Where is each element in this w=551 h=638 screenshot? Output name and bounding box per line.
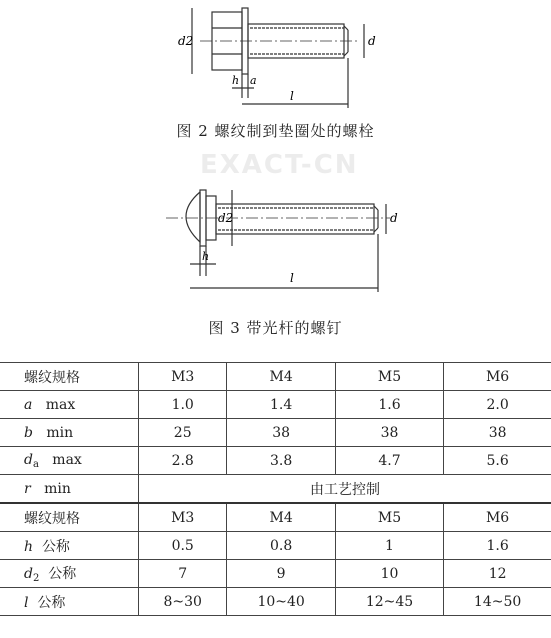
row-label: $d_2$ 公称	[0, 560, 139, 588]
table-cell: 1.0	[139, 391, 227, 419]
table-row	[0, 419, 551, 447]
watermark: EXACT-CN	[200, 150, 359, 180]
label-h: h	[232, 74, 240, 87]
table-cell: 38	[444, 419, 551, 447]
pan-head	[186, 192, 200, 242]
table-cell-merged: 由工艺控制	[139, 475, 551, 504]
label-a: a	[250, 74, 257, 87]
header-cell: M6	[444, 503, 551, 532]
table-row	[0, 475, 551, 504]
figure-2-bolt-drawing	[150, 0, 410, 112]
row-label: b min	[0, 419, 139, 447]
table-cell: 25	[139, 419, 227, 447]
table-cell: 2.0	[444, 391, 551, 419]
header-label: 螺纹规格	[0, 363, 139, 391]
header-cell: M5	[335, 363, 443, 391]
spec-table	[0, 362, 551, 616]
row-label: l 公称	[0, 588, 139, 616]
table-cell: 1.4	[227, 391, 335, 419]
table-cell: 10~40	[227, 588, 335, 616]
label-d: d	[390, 211, 398, 225]
table-cell: 7	[139, 560, 227, 588]
table-cell: 12	[444, 560, 551, 588]
table-row	[0, 532, 551, 560]
table-row	[0, 447, 551, 475]
label-d2: d2	[178, 34, 194, 48]
table-cell: 12~45	[335, 588, 443, 616]
figure-3-screw-drawing	[150, 180, 410, 305]
table-cell: 5.6	[444, 447, 551, 475]
label-h: h	[202, 250, 210, 263]
table-cell: 3.8	[227, 447, 335, 475]
table-header-row	[0, 363, 551, 391]
table-cell: 0.8	[227, 532, 335, 560]
label-l: l	[290, 89, 294, 103]
header-cell: M4	[227, 363, 335, 391]
header-cell: M4	[227, 503, 335, 532]
figure-2-caption: 图 2 螺纹制到垫圈处的螺栓	[176, 122, 375, 140]
table-cell: 2.8	[139, 447, 227, 475]
table-cell: 4.7	[335, 447, 443, 475]
table-cell: 38	[227, 419, 335, 447]
header-cell: M3	[139, 503, 227, 532]
table-row	[0, 391, 551, 419]
table-cell: 38	[335, 419, 443, 447]
header-cell: M6	[444, 363, 551, 391]
figure-3-caption: 图 3 带光杆的螺钉	[208, 319, 343, 337]
row-label: $d_a$ max	[0, 447, 139, 475]
table-cell: 1.6	[335, 391, 443, 419]
table-cell: 0.5	[139, 532, 227, 560]
label-l: l	[290, 271, 294, 285]
label-d2: d2	[218, 211, 234, 225]
table-cell: 14~50	[444, 588, 551, 616]
table-cell: 1	[335, 532, 443, 560]
table-cell: 10	[335, 560, 443, 588]
header-label: 螺纹规格	[0, 503, 139, 532]
label-d: d	[368, 34, 376, 48]
table-cell: 8~30	[139, 588, 227, 616]
header-cell: M5	[335, 503, 443, 532]
row-label: r min	[0, 475, 139, 504]
header-cell: M3	[139, 363, 227, 391]
table-cell: 1.6	[444, 532, 551, 560]
row-label: h 公称	[0, 532, 139, 560]
row-label: a max	[0, 391, 139, 419]
table-header-row	[0, 503, 551, 532]
table-row	[0, 560, 551, 588]
table-cell: 9	[227, 560, 335, 588]
table-row	[0, 588, 551, 616]
